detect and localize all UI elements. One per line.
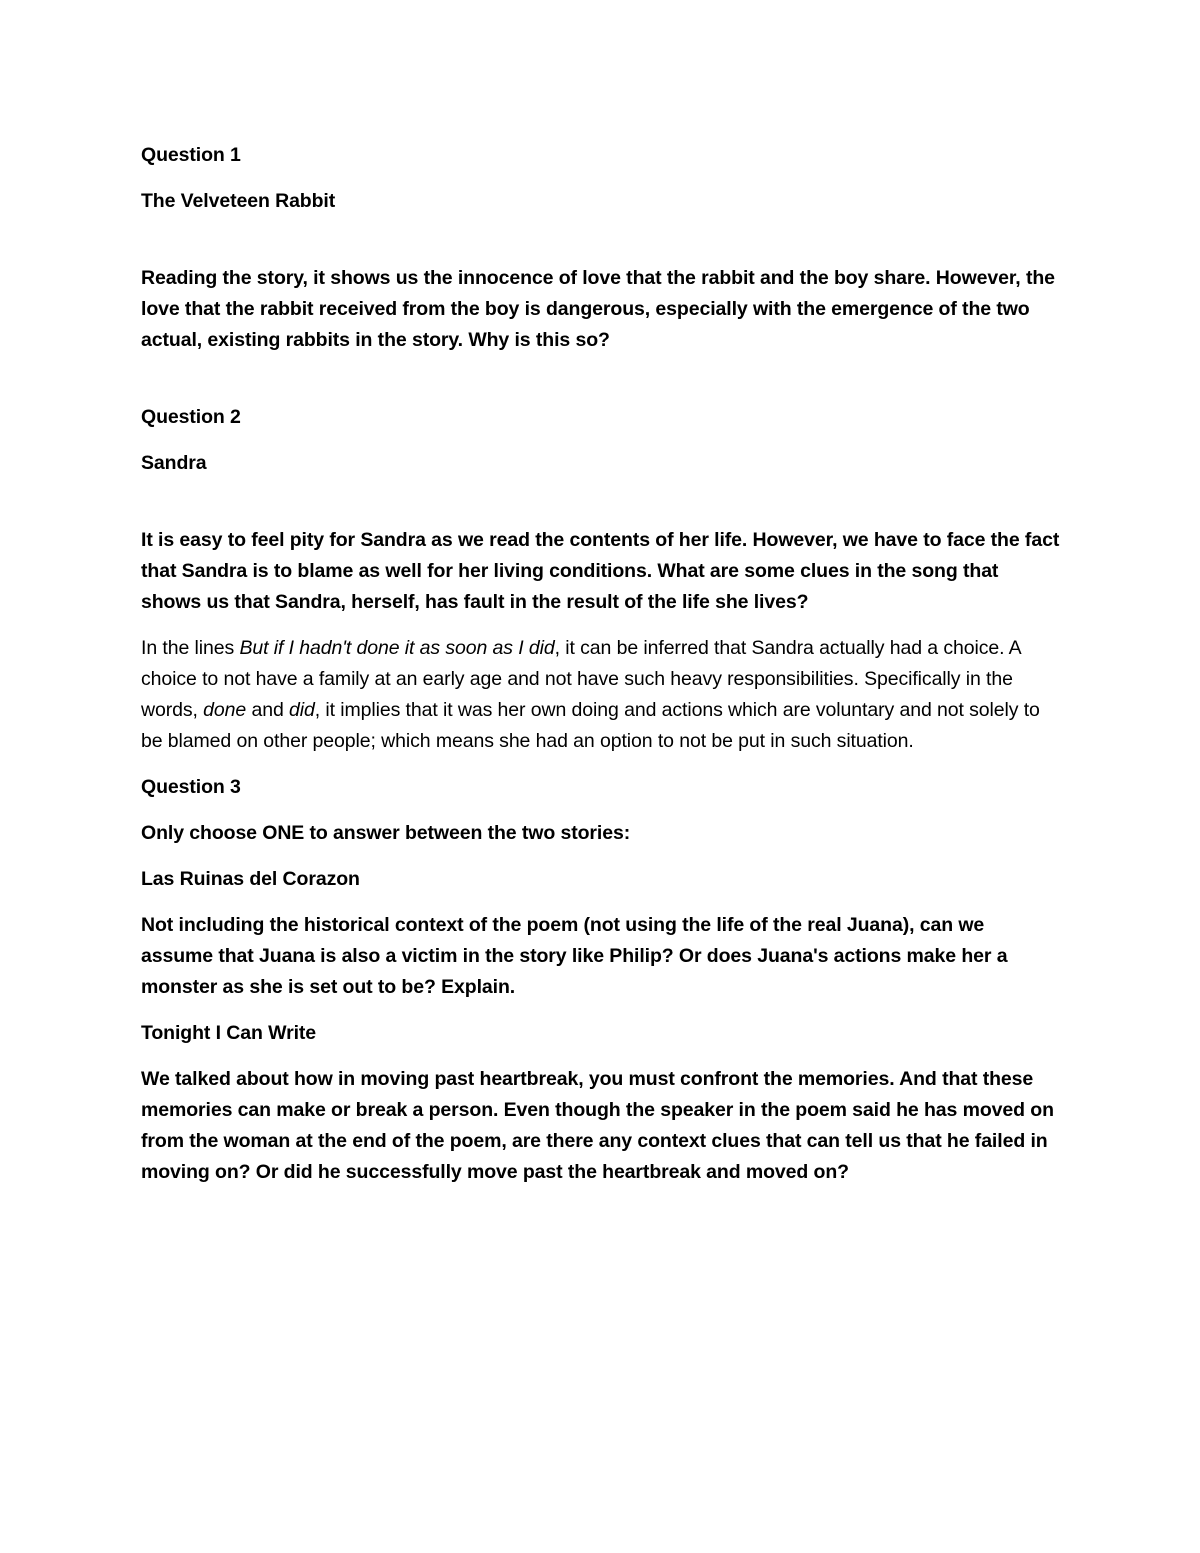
question-2-heading: Question 2 (141, 406, 241, 428)
question-2-answer (141, 633, 1061, 757)
question-3-instruction: Only choose ONE to answer between the two stories: (141, 822, 631, 844)
question-1-prompt: Reading the story, it shows us the innocence of love that the rabbit and the boy share. However, the love that the rabbit received from the boy is dangerous, especially with the emergence of the two actual, existing rabbits in the story. Why is this so? (141, 267, 1055, 351)
answer-text-1: In the lines (141, 637, 240, 659)
question-2-title: Sandra (141, 452, 207, 474)
answer-word-done: done (203, 699, 247, 721)
document-content (141, 140, 1061, 1188)
question-1-heading: Question 1 (141, 144, 241, 166)
question-2-prompt: It is easy to feel pity for Sandra as we read the contents of her life. However, we have to face the fact that Sandra is to blame as well for her living conditions. What are some clues in the song that shows us that Sandra, herself, has fault in the result of the life she lives? (141, 529, 1060, 613)
question-3-option-a-title: Las Ruinas del Corazon (141, 868, 360, 890)
question-3-option-b-title: Tonight I Can Write (141, 1022, 317, 1044)
answer-text-3: and (246, 699, 290, 721)
question-3-option-a-prompt: Not including the historical context of the poem (not using the life of the real Juana), can we assume that Juana is also a victim in the story like Philip? Or does Juana's actions make her a monster as she is set out to be? Explain. (141, 914, 1008, 998)
answer-quote: But if I hadn't done it as soon as I did (239, 637, 555, 659)
question-3-heading: Question 3 (141, 776, 241, 798)
question-3-option-b-prompt: We talked about how in moving past heartbreak, you must confront the memories. And that these memories can make or break a person. Even though the speaker in the poem said he has moved on from the woman at the end of the poem, are there any context clues that can tell us that he failed in moving on? Or did he successfully move past the heartbreak and moved on? (141, 1068, 1054, 1183)
answer-word-did: did (289, 699, 315, 721)
answer-text-4: , it implies that it was her own doing and actions which are voluntary and not solely to be blamed on other people; which means she had an option to not be put in such situation. (141, 699, 1040, 752)
question-1-title: The Velveteen Rabbit (141, 190, 336, 212)
answer-text-2: , it can be inferred that Sandra actually had a choice. A choice to not have a family at an early age and not have such heavy responsibilities. Specifically in the words, (141, 637, 1021, 721)
